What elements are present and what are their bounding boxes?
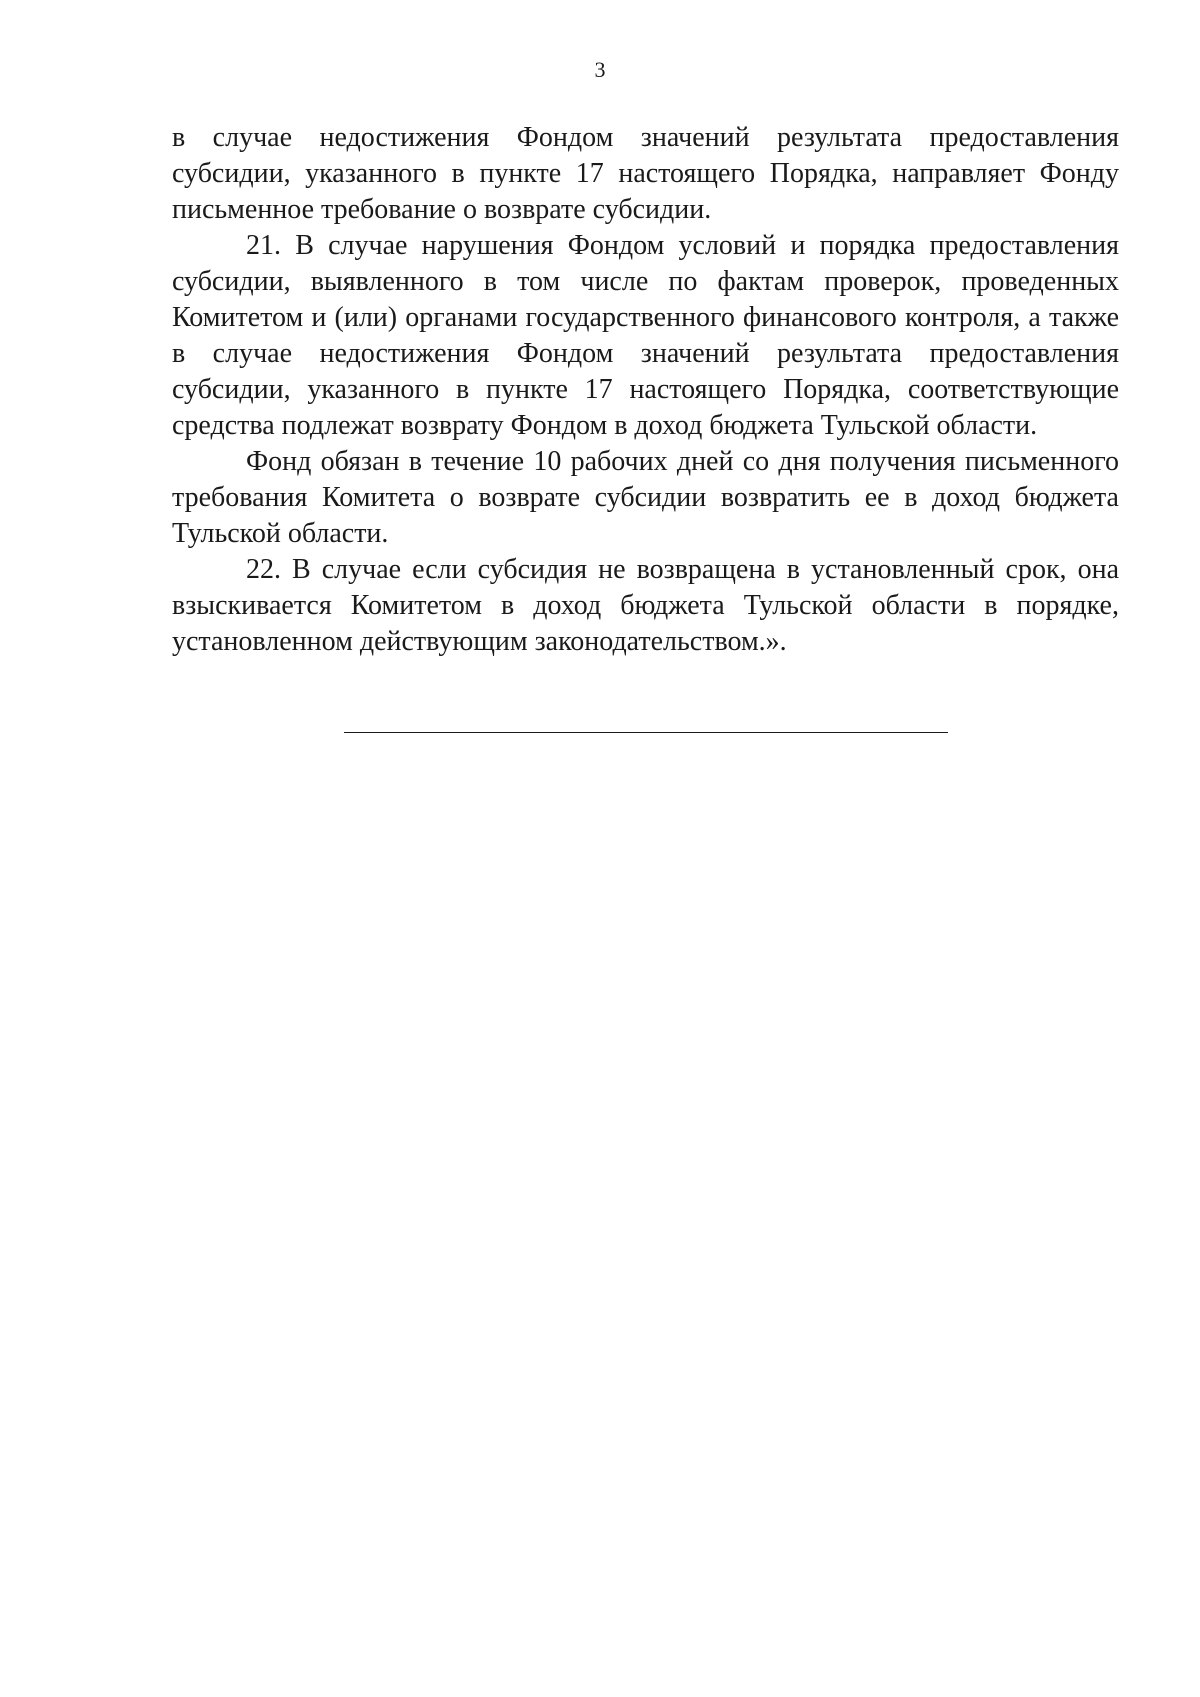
page-number: 3	[594, 57, 606, 82]
paragraph-clause-22: 22. В случае если субсидия не возвращена в установленный срок, она взыскивается Комитетом в доход бюджета Тульской области в порядке, установленном действующим законодательством.».	[172, 554, 1119, 657]
paragraph-continuation: в случае недостижения Фондом значений результата предоставления субсидии, указанного в пункте 17 настоящего Порядка, направляет Фонду письменное требование о возврате субсидии.	[172, 122, 1119, 225]
paragraph-clause-21: 21. В случае нарушения Фондом условий и порядка предоставления субсидии, выявленного в том числе по фактам проверок, проведенных Комитетом и (или) органами государственного финансового контроля, а также в случае недостижения Фондом значений результата предоставления субсидии, указанного в пункте 17 настоящего Порядка, соответствующие средства подлежат возврату Фондом в доход бюджета Тульской области.	[172, 230, 1119, 441]
end-of-document-line	[344, 732, 948, 733]
document-body	[172, 120, 1119, 660]
paragraph-refund-obligation: Фонд обязан в течение 10 рабочих дней со дня получения письменного требования Комитета о возврате субсидии возвратить ее в доход бюджета Тульской области.	[172, 446, 1119, 549]
